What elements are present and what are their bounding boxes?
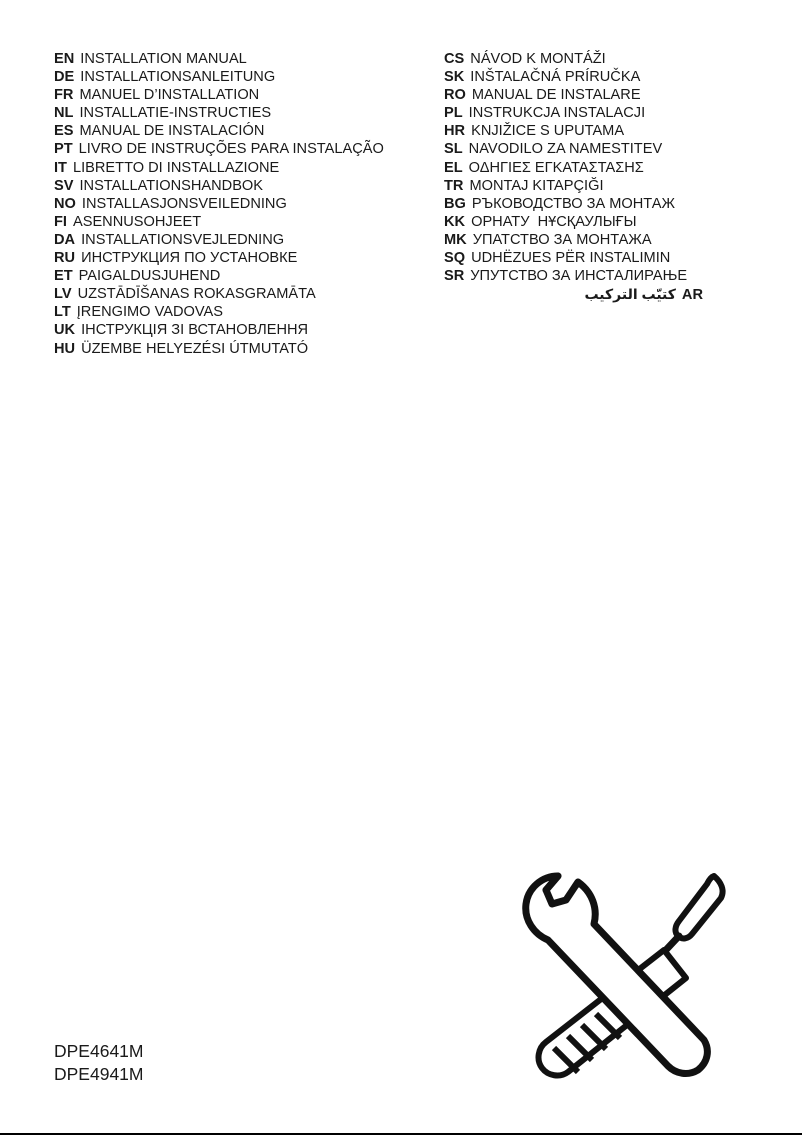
language-code: TR <box>444 177 464 194</box>
wrench-screwdriver-icon <box>518 870 730 1084</box>
language-title: INŠTALAČNÁ PRÍRUČKA <box>470 69 641 86</box>
language-title: ІНСТРУКЦІЯ ЗІ ВСТАНОВЛЕННЯ <box>81 322 309 339</box>
language-title: UDHËZUES PËR INSTALIMIN <box>471 250 671 267</box>
language-list-left <box>54 50 434 358</box>
language-entry-sq <box>444 249 764 267</box>
language-code: LT <box>54 304 71 321</box>
model-number: DPE4641M <box>54 1041 144 1061</box>
language-title: INSTALLATIE-INSTRUCTIES <box>79 105 272 122</box>
language-entry-ro <box>444 86 764 104</box>
language-code: MK <box>444 231 467 248</box>
language-code: HR <box>444 123 466 140</box>
language-code: EL <box>444 159 463 176</box>
language-entry-ar <box>444 285 703 303</box>
language-entry-de <box>54 68 434 86</box>
language-entry-ru <box>54 249 434 267</box>
language-entry-no <box>54 195 434 213</box>
language-entry-bg <box>444 195 764 213</box>
language-title: ОРНАТУ НҰСҚАУЛЫҒЫ <box>471 213 637 230</box>
language-code: DE <box>54 69 75 86</box>
language-title: INSTALLATIONSVEJLEDNING <box>81 231 285 248</box>
language-title: NÁVOD K MONTÁŽI <box>470 51 606 67</box>
language-entry-sv <box>54 177 434 195</box>
language-code: SQ <box>444 250 466 267</box>
language-title: KNJIŽICE S UPUTAMA <box>471 123 625 140</box>
language-code: ET <box>54 268 73 285</box>
language-title: ĮRENGIMO VADOVAS <box>76 304 223 321</box>
language-title: NAVODILO ZA NAMESTITEV <box>468 141 663 158</box>
language-code: BG <box>444 195 466 212</box>
language-title: INSTALLATIONSHANDBOK <box>79 177 264 194</box>
language-title: MANUEL D’INSTALLATION <box>79 87 260 104</box>
language-title: INSTALLASJONSVEILEDNING <box>81 195 287 212</box>
language-title: MANUAL DE INSTALACIÓN <box>79 123 265 140</box>
language-entry-hr <box>444 122 764 140</box>
model-numbers <box>54 1040 144 1086</box>
language-code: PT <box>54 141 73 158</box>
language-code: SK <box>444 69 465 86</box>
language-code: ES <box>54 123 74 140</box>
language-title: ÜZEMBE HELYEZÉSI ÚTMUTATÓ <box>81 340 309 357</box>
language-code: FI <box>54 213 67 230</box>
language-entry-uk <box>54 321 434 339</box>
language-title: РЪКОВОДСТВО ЗА МОНТАЖ <box>471 195 675 212</box>
language-title: УПАТСТВО ЗА МОНТАЖА <box>472 231 652 248</box>
language-title: MONTAJ KITAPÇIĞI <box>469 177 604 194</box>
language-title: PAIGALDUSJUHEND <box>78 268 221 285</box>
language-code: DA <box>54 231 76 248</box>
language-title: LIBRETTO DI INSTALLAZIONE <box>72 159 280 176</box>
language-entry-en <box>54 50 434 68</box>
language-entry-pl <box>444 104 764 122</box>
language-title: ΟΔΗΓΙΕΣ ΕΓΚΑΤΑΣΤΑΣΗΣ <box>468 159 644 176</box>
language-code: SV <box>54 177 74 194</box>
language-code: SR <box>444 268 465 285</box>
language-entry-lv <box>54 285 434 303</box>
language-code: NO <box>54 195 76 212</box>
language-title: УПУТСТВО ЗА ИНСТАЛИРАЊЕ <box>470 268 688 285</box>
language-entry-et <box>54 267 434 285</box>
language-title: UZSTĀDĪŠANAS ROKASGRAMĀTA <box>77 286 316 303</box>
language-code: RU <box>54 250 76 267</box>
language-title: INSTALLATIONSANLEITUNG <box>80 69 276 86</box>
language-code: LV <box>54 286 72 303</box>
language-title: INSTRUKCJA INSTALACJI <box>468 105 646 122</box>
language-entry-mk <box>444 231 764 249</box>
language-list-right <box>444 50 764 303</box>
language-entry-pt <box>54 140 434 158</box>
language-entry-el <box>444 159 764 177</box>
language-entry-kk <box>444 213 764 231</box>
language-title: LIVRO DE INSTRUÇÕES PARA INSTALAÇÃO <box>78 141 384 158</box>
language-code: EN <box>54 51 75 67</box>
language-code: PL <box>444 105 463 122</box>
language-title: INSTALLATION MANUAL <box>80 51 247 67</box>
language-title: MANUAL DE INSTALARE <box>471 87 641 104</box>
language-code: AR <box>681 287 703 304</box>
language-entry-lt <box>54 303 434 321</box>
language-title: كتيّب التركيب <box>584 286 676 303</box>
language-entry-sr <box>444 267 764 285</box>
language-entry-tr <box>444 177 764 195</box>
language-code: CS <box>444 51 465 67</box>
language-code: RO <box>444 87 466 104</box>
language-entry-es <box>54 122 434 140</box>
language-entry-sk <box>444 68 764 86</box>
bottom-rule <box>0 1133 802 1135</box>
language-entry-sl <box>444 140 764 158</box>
language-title: ИНСТРУКЦИЯ ПО УСТАНОВКЕ <box>81 250 298 267</box>
language-code: KK <box>444 213 466 230</box>
language-title: ASENNUSOHJEET <box>72 213 202 230</box>
language-code: UK <box>54 322 76 339</box>
language-entry-fr <box>54 86 434 104</box>
language-entry-fi <box>54 213 434 231</box>
language-code: SL <box>444 141 463 158</box>
language-code: IT <box>54 159 67 176</box>
language-entry-cs <box>444 50 764 68</box>
language-entry-nl <box>54 104 434 122</box>
language-entry-da <box>54 231 434 249</box>
language-code: HU <box>54 340 76 357</box>
language-entry-it <box>54 159 434 177</box>
language-code: FR <box>54 87 74 104</box>
model-number: DPE4941M <box>54 1064 144 1084</box>
language-entry-hu <box>54 340 434 358</box>
language-code: NL <box>54 105 74 122</box>
